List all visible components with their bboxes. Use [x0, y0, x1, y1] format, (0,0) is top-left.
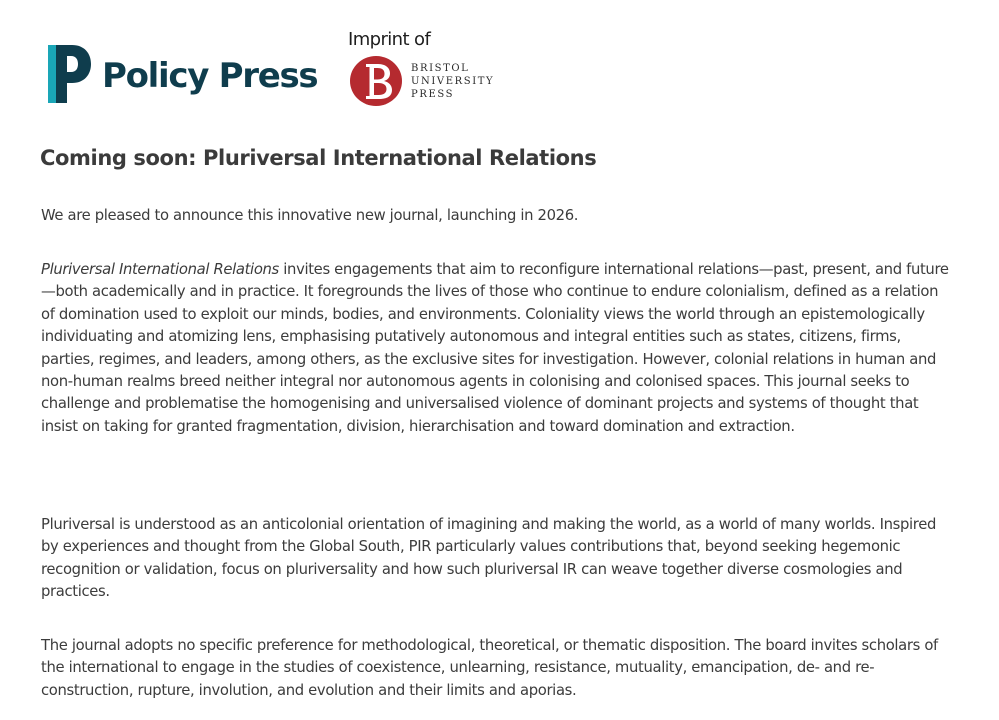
- policy-press-p-mark-icon: [46, 43, 92, 105]
- bristol-university-press-seal-icon: [349, 55, 403, 107]
- journal-name-italic: Pluriversal International Relations: [41, 261, 279, 278]
- scope-paragraph: The journal adopts no specific preference for methodological, theoretical, or thematic disposition. The board invites scholars of the international to engage in the studies of coexistence, unlearning, resistance, mutuality, emancipation, de- and re-construction, rupture, involution, and evolution and their limits and aporias.: [41, 637, 938, 699]
- bup-line-2: UNIVERSITY: [411, 76, 495, 87]
- page-title: Coming soon: Pluriversal International Relations: [40, 146, 597, 170]
- description-paragraph-text: invites engagements that aim to reconfigure international relations—past, present, and future—both academically and in practice. It foregrounds the lives of those who continue to endure colonialism, defined as a relation of domination used to exploit our minds, bodies, and environments. Coloniality views the world through an epistemologically individuating and atomizing lens, emphasising putatively autonomous and integral entities such as states, citizens, firms, parties, regimes, and leaders, among others, as the exclusive sites for investigation. However, colonial relations in human and non-human realms breed neither integral nor autonomous agents in colonising and colonised spaces. This journal seeks to challenge and problematise the homogenising and universalised violence of dominant projects and systems of thought that insist on taking for granted fragmentation, division, hierarchisation and toward domination and extraction.: [41, 261, 949, 435]
- policy-press-wordmark: Policy Press: [102, 56, 318, 96]
- policy-press-logo[interactable]: [46, 43, 317, 105]
- bup-line-3: PRESS: [411, 89, 455, 100]
- description-paragraph: [41, 259, 951, 438]
- pluriversal-definition-paragraph: Pluriversal is understood as an anticolonial orientation of imagining and making the world, as a world of many worlds. Inspired by experiences and thought from the Global South, PIR particularly values contributions that, beyond seeking hegemonic recognition or validation, focus on pluriversality and how such pluriversal IR can weave together diverse cosmologies and practices.: [41, 516, 937, 601]
- intro-paragraph: We are pleased to announce this innovative new journal, launching in 2026.: [41, 207, 579, 224]
- imprint-label: Imprint of: [348, 29, 431, 50]
- bup-line-1: BRISTOL: [411, 63, 470, 74]
- bristol-university-press-wordmark: [411, 62, 494, 101]
